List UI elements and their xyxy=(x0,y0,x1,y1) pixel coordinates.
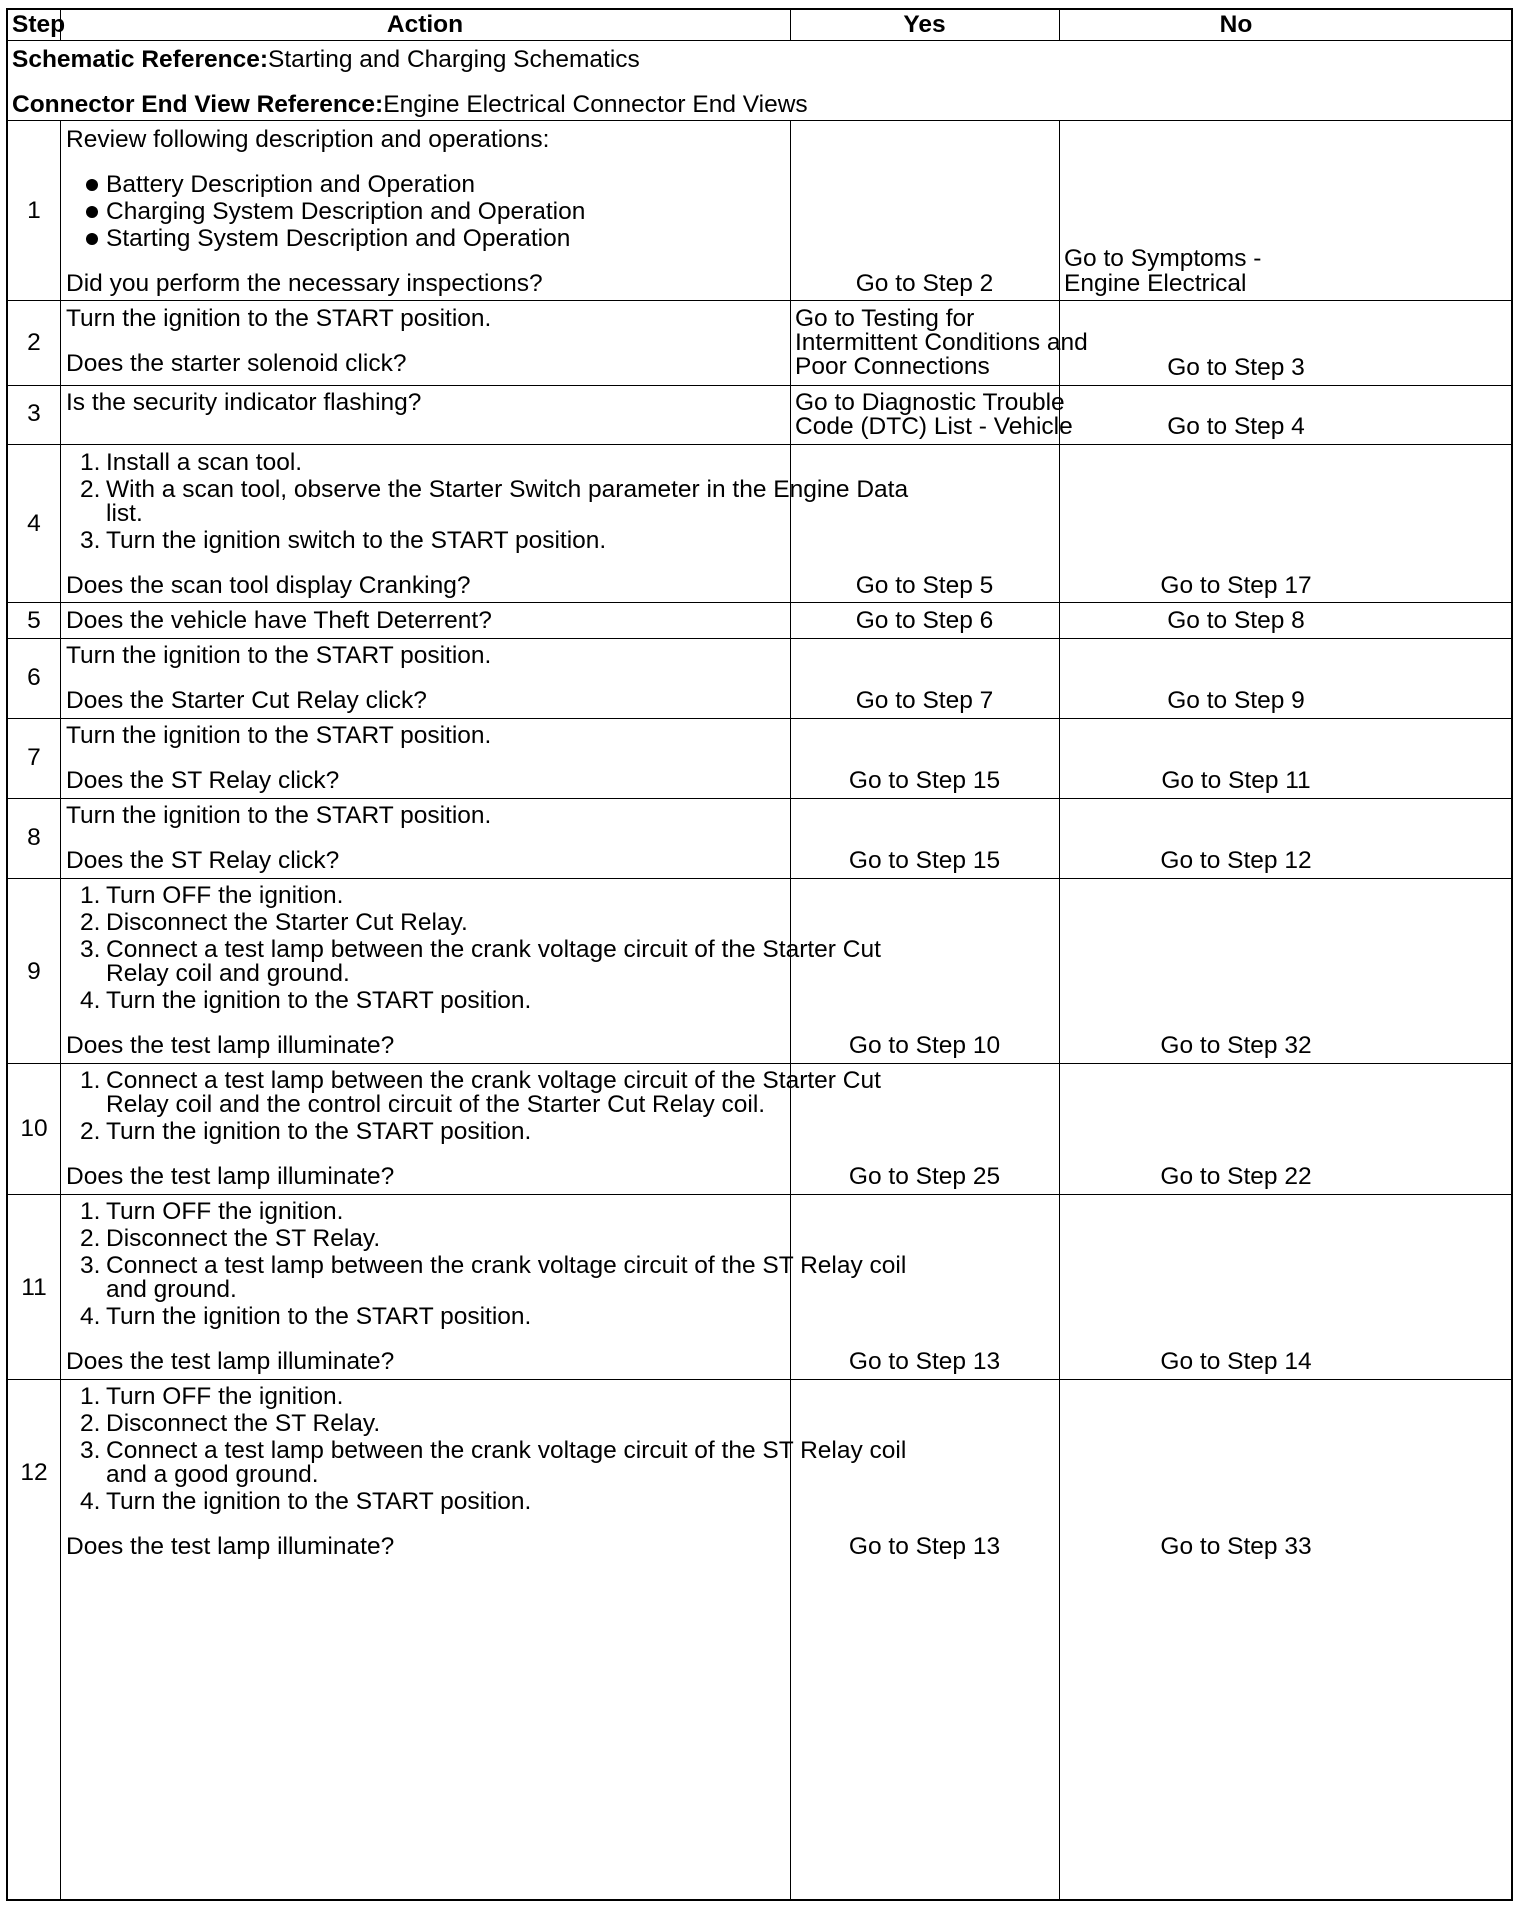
row-divider xyxy=(8,300,1511,301)
list-item: and a good ground. xyxy=(106,1461,319,1488)
list-marker: 1. xyxy=(80,1198,101,1225)
step-intro: Turn the ignition to the START position. xyxy=(66,305,492,332)
row-divider xyxy=(8,638,1511,639)
yes-action[interactable]: Code (DTC) List - Vehicle xyxy=(795,413,1073,440)
header-step: Step xyxy=(12,11,66,38)
step-number: 3 xyxy=(27,400,41,427)
yes-action[interactable]: Go to Step 7 xyxy=(855,687,994,714)
yes-action[interactable]: Intermittent Conditions and xyxy=(795,329,1088,356)
no-action[interactable]: Go to Step 22 xyxy=(1160,1163,1312,1190)
column-divider xyxy=(60,120,61,1899)
step-intro: Review following description and operations: xyxy=(66,126,550,153)
yes-action[interactable]: Go to Step 6 xyxy=(855,607,994,634)
step-number: 11 xyxy=(21,1274,47,1301)
column-divider xyxy=(1059,120,1060,1899)
header-no: No xyxy=(1219,11,1253,38)
row-divider xyxy=(8,878,1511,879)
bullet-icon xyxy=(86,179,98,191)
no-action[interactable]: Go to Step 4 xyxy=(1167,413,1305,440)
list-marker: 1. xyxy=(80,882,101,909)
header-action: Action xyxy=(386,11,464,38)
step-question: Does the test lamp illuminate? xyxy=(66,1163,395,1190)
no-action[interactable]: Go to Step 14 xyxy=(1160,1348,1312,1375)
step-question: Does the starter solenoid click? xyxy=(66,350,407,377)
list-marker: 3. xyxy=(80,527,101,554)
list-item: Turn the ignition to the START position. xyxy=(106,1118,532,1145)
list-marker: 4. xyxy=(80,1303,101,1330)
list-item: Disconnect the Starter Cut Relay. xyxy=(106,909,468,936)
step-number: 7 xyxy=(27,744,41,771)
step-intro: Turn the ignition to the START position. xyxy=(66,802,492,829)
step-question: Did you perform the necessary inspections? xyxy=(66,270,543,297)
yes-action[interactable]: Go to Step 15 xyxy=(848,767,1001,794)
bullet-item[interactable]: Charging System Description and Operation xyxy=(106,198,586,225)
step-number: 4 xyxy=(27,510,41,537)
step-question: Does the test lamp illuminate? xyxy=(66,1032,395,1059)
list-marker: 4. xyxy=(80,987,101,1014)
step-question: Does the test lamp illuminate? xyxy=(66,1348,395,1375)
list-item: Turn the ignition to the START position. xyxy=(106,1488,532,1515)
yes-action[interactable]: Go to Step 5 xyxy=(855,572,994,599)
row-divider xyxy=(8,1063,1511,1064)
header-yes: Yes xyxy=(903,11,946,38)
column-divider xyxy=(60,10,61,40)
column-divider xyxy=(1059,10,1060,40)
list-item: Install a scan tool. xyxy=(106,449,303,476)
yes-action[interactable]: Go to Step 15 xyxy=(848,847,1001,874)
list-item: Turn the ignition to the START position. xyxy=(106,1303,532,1330)
no-action[interactable]: Go to Step 11 xyxy=(1161,767,1311,794)
connector-reference-link[interactable]: Engine Electrical Connector End Views xyxy=(383,91,808,118)
bullet-icon xyxy=(86,233,98,245)
list-marker: 1. xyxy=(80,449,101,476)
row-divider xyxy=(8,602,1511,603)
no-action[interactable]: Go to Step 33 xyxy=(1160,1533,1312,1560)
list-marker: 2. xyxy=(80,1225,101,1252)
bullet-icon xyxy=(86,206,98,218)
yes-action[interactable]: Go to Diagnostic Trouble xyxy=(795,389,1065,416)
list-item: Connect a test lamp between the crank voltage circuit of the ST Relay coil xyxy=(106,1437,907,1464)
list-marker: 1. xyxy=(80,1383,101,1410)
list-item: and ground. xyxy=(106,1276,237,1303)
no-action[interactable]: Go to Step 9 xyxy=(1167,687,1305,714)
list-item: Connect a test lamp between the crank voltage circuit of the Starter Cut xyxy=(106,936,881,963)
list-marker: 3. xyxy=(80,1437,101,1464)
list-item: Relay coil and the control circuit of the Starter Cut Relay coil. xyxy=(106,1091,766,1118)
step-intro: Turn the ignition to the START position. xyxy=(66,722,492,749)
list-marker: 3. xyxy=(80,936,101,963)
yes-action[interactable]: Poor Connections xyxy=(795,353,990,380)
list-item: Turn OFF the ignition. xyxy=(106,1383,344,1410)
bullet-item[interactable]: Battery Description and Operation xyxy=(106,171,476,198)
yes-action[interactable]: Go to Step 2 xyxy=(855,270,994,297)
step-number: 10 xyxy=(20,1115,48,1142)
step-number: 2 xyxy=(27,329,41,356)
schematic-reference-link[interactable]: Starting and Charging Schematics xyxy=(268,46,640,73)
no-action[interactable]: Go to Step 8 xyxy=(1167,607,1305,634)
row-divider xyxy=(8,385,1511,386)
no-action[interactable]: Go to Symptoms - xyxy=(1064,245,1262,272)
list-marker: 1. xyxy=(80,1067,101,1094)
list-marker: 4. xyxy=(80,1488,101,1515)
yes-action[interactable]: Go to Step 10 xyxy=(848,1032,1001,1059)
step-intro: Turn the ignition to the START position. xyxy=(66,642,492,669)
row-divider xyxy=(8,1379,1511,1380)
step-number: 8 xyxy=(27,824,41,851)
step-number: 5 xyxy=(27,607,41,634)
step-question: Does the vehicle have Theft Deterrent? xyxy=(66,607,492,634)
list-item: Disconnect the ST Relay. xyxy=(106,1410,381,1437)
row-divider xyxy=(8,718,1511,719)
yes-action[interactable]: Go to Step 25 xyxy=(848,1163,1001,1190)
step-question: Does the ST Relay click? xyxy=(66,767,340,794)
no-action[interactable]: Go to Step 17 xyxy=(1160,572,1312,599)
list-item: Turn OFF the ignition. xyxy=(106,882,344,909)
no-action[interactable]: Go to Step 32 xyxy=(1160,1032,1312,1059)
row-divider xyxy=(8,444,1511,445)
list-item: list. xyxy=(106,500,143,527)
list-marker: 2. xyxy=(80,1118,101,1145)
row-divider xyxy=(8,120,1511,121)
column-divider xyxy=(790,120,791,1899)
list-item: With a scan tool, observe the Starter Switch parameter in the Engine Data xyxy=(106,476,909,503)
list-marker: 2. xyxy=(80,1410,101,1437)
step-question: Does the ST Relay click? xyxy=(66,847,340,874)
schematic-reference xyxy=(12,45,640,75)
list-item: Disconnect the ST Relay. xyxy=(106,1225,381,1252)
schematic-reference-label: Schematic Reference: xyxy=(12,46,269,73)
connector-reference xyxy=(12,90,808,120)
yes-action[interactable]: Go to Testing for xyxy=(795,305,975,332)
step-number: 9 xyxy=(27,958,41,985)
bullet-item[interactable]: Starting System Description and Operation xyxy=(106,225,571,252)
no-action[interactable]: Go to Step 12 xyxy=(1160,847,1312,874)
connector-reference-label: Connector End View Reference: xyxy=(12,91,384,118)
list-item: Turn the ignition switch to the START position. xyxy=(106,527,607,554)
column-divider xyxy=(790,10,791,40)
list-marker: 2. xyxy=(80,476,101,503)
step-question: Is the security indicator flashing? xyxy=(66,389,422,416)
list-item: Connect a test lamp between the crank voltage circuit of the ST Relay coil xyxy=(106,1252,907,1279)
no-action[interactable]: Go to Step 3 xyxy=(1167,354,1305,381)
row-divider xyxy=(8,798,1511,799)
step-question: Does the scan tool display Cranking? xyxy=(66,572,471,599)
list-marker: 2. xyxy=(80,909,101,936)
step-number: 12 xyxy=(20,1459,48,1486)
yes-action[interactable]: Go to Step 13 xyxy=(848,1348,1001,1375)
diagnostic-table xyxy=(6,8,1513,1901)
step-question: Does the Starter Cut Relay click? xyxy=(66,687,427,714)
list-item: Relay coil and ground. xyxy=(106,960,350,987)
yes-action[interactable]: Go to Step 13 xyxy=(848,1533,1001,1560)
list-item: Turn the ignition to the START position. xyxy=(106,987,532,1014)
list-marker: 3. xyxy=(80,1252,101,1279)
step-number: 1 xyxy=(27,197,41,224)
list-item: Connect a test lamp between the crank voltage circuit of the Starter Cut xyxy=(106,1067,881,1094)
no-action[interactable]: Engine Electrical xyxy=(1064,270,1247,297)
list-item: Turn OFF the ignition. xyxy=(106,1198,344,1225)
step-number: 6 xyxy=(27,664,41,691)
row-divider xyxy=(8,40,1511,41)
row-divider xyxy=(8,1194,1511,1195)
step-question: Does the test lamp illuminate? xyxy=(66,1533,395,1560)
